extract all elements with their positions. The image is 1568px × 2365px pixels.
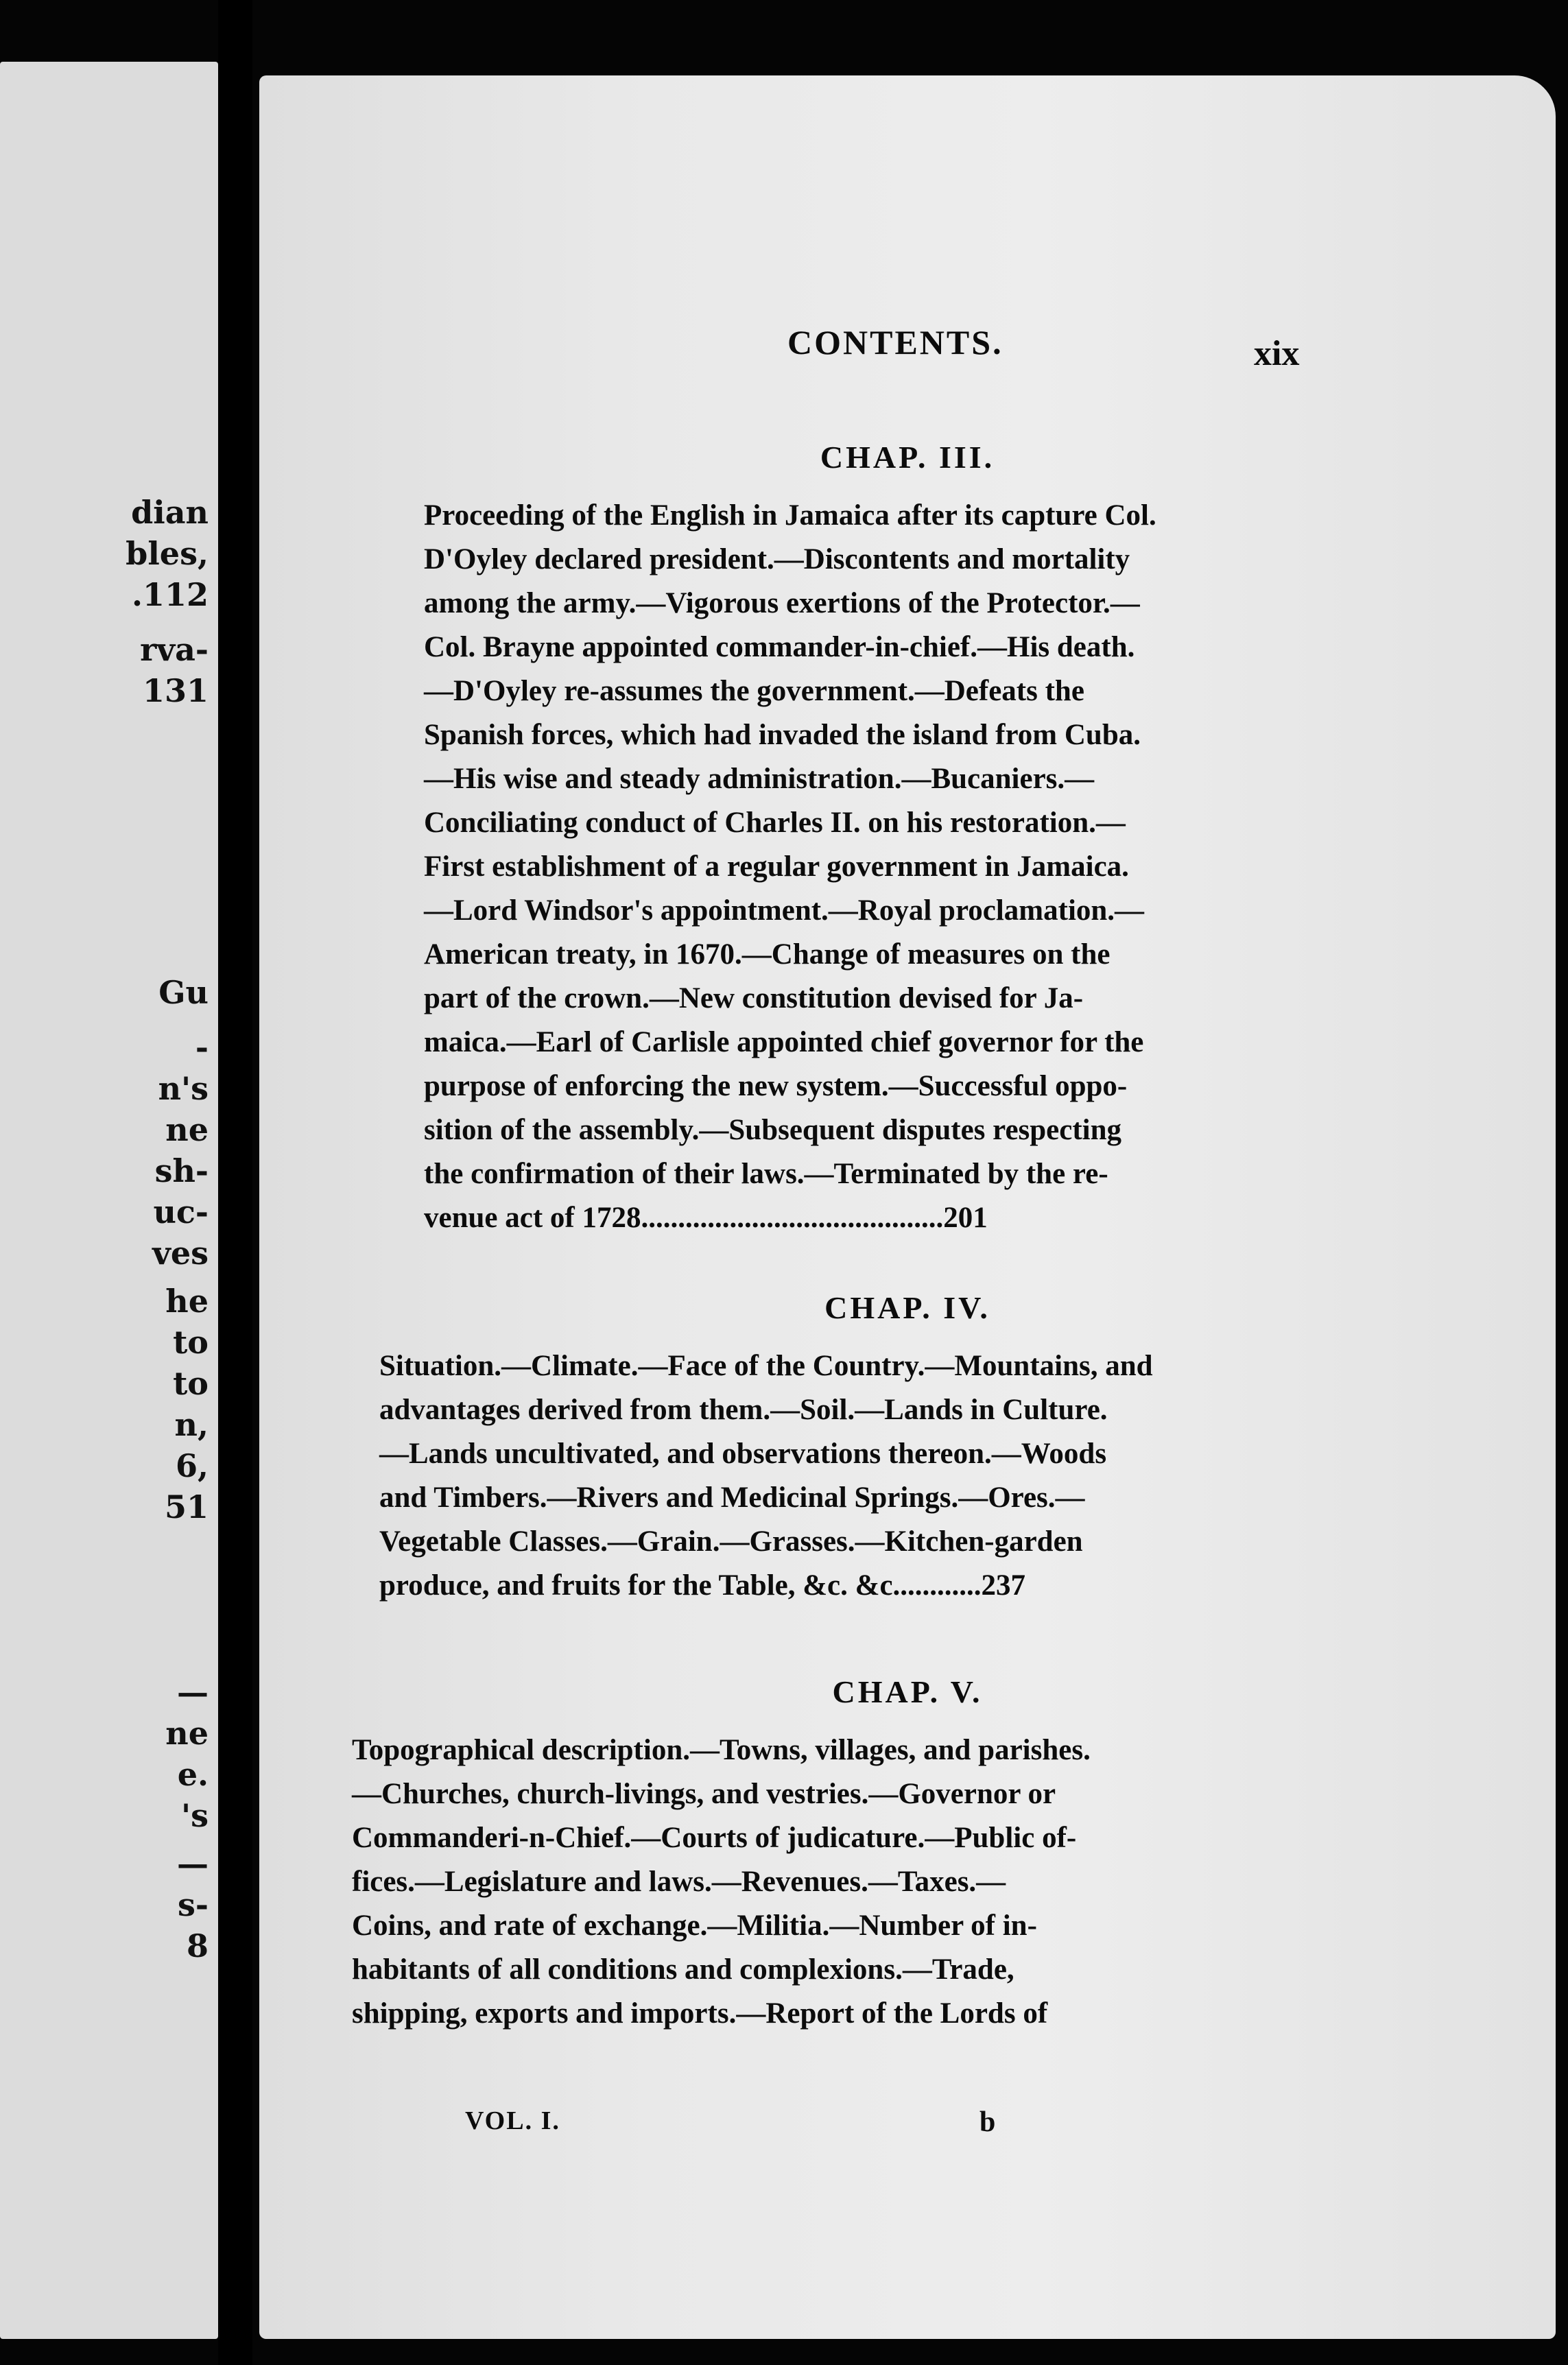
previous-page-fragment: 131: [142, 672, 209, 709]
summary-line: Vegetable Classes.—Grain.—Grasses.—Kitchen-garden: [379, 1525, 1083, 1558]
previous-page-fragment: n,: [174, 1406, 209, 1443]
running-header: [259, 322, 1556, 377]
summary-line: among the army.—Vigorous exertions of the Protector.—: [424, 587, 1140, 619]
summary-line: Topographical description.—Towns, villages, and parishes.: [352, 1734, 1091, 1766]
previous-page-fragment: 's: [181, 1797, 209, 1834]
summary-line: the confirmation of their laws.—Terminated by the re-: [424, 1158, 1108, 1190]
previous-page-fragment: 8: [186, 1927, 209, 1964]
summary-line: D'Oyley declared president.—Discontents and mortality: [424, 543, 1130, 575]
previous-page-fragment: ves: [152, 1235, 209, 1272]
summary-line: and Timbers.—Rivers and Medicinal Springs.—Ores.—: [379, 1482, 1085, 1514]
previous-page-fragment: -: [195, 1029, 209, 1066]
previous-page-fragment: sh-: [154, 1152, 209, 1189]
book-gutter: [218, 0, 252, 2365]
summary-line: venue act of 1728.........................................201: [424, 1202, 988, 1234]
summary-line: habitants of all conditions and complexions.—Trade,: [352, 1953, 1014, 1986]
summary-line: Situation.—Climate.—Face of the Country.—Mountains, and: [379, 1350, 1153, 1382]
summary-line: maica.—Earl of Carlisle appointed chief governor for the: [424, 1026, 1144, 1058]
previous-page-fragment: 6,: [175, 1447, 209, 1484]
previous-page-fragment: e.: [177, 1756, 209, 1793]
previous-page-fragment: rva-: [140, 631, 209, 668]
summary-line: part of the crown.—New constitution devised for Ja-: [424, 982, 1084, 1014]
previous-page-fragment: s-: [178, 1886, 209, 1923]
chapter-4-summary: [379, 1344, 1388, 1608]
summary-line: —D'Oyley re-assumes the government.—Defeats the: [424, 675, 1084, 707]
previous-page-fragment: ne: [165, 1715, 209, 1752]
previous-page-fragment: Gu: [158, 974, 209, 1011]
previous-page-fragment: 51: [164, 1488, 209, 1525]
summary-line: Spanish forces, which had invaded the island from Cuba.: [424, 719, 1141, 751]
chapter-5-heading: CHAP. V.: [832, 1674, 983, 1709]
signature-mark: b: [979, 2106, 996, 2138]
summary-line: —Lands uncultivated, and observations thereon.—Woods: [379, 1438, 1107, 1470]
summary-line: First establishment of a regular government in Jamaica.: [424, 851, 1129, 883]
running-title: CONTENTS.: [787, 323, 1003, 361]
summary-line: advantages derived from them.—Soil.—Lands in Culture.: [379, 1394, 1108, 1426]
previous-page-fragment: —: [177, 1674, 209, 1711]
summary-line: fices.—Legislature and laws.—Revenues.—Taxes.—: [352, 1866, 1006, 1898]
chapter-3-heading: CHAP. III.: [820, 440, 995, 475]
contents-page: [259, 75, 1556, 2339]
previous-page-fragment: to: [173, 1324, 209, 1361]
previous-page-strip: [0, 62, 218, 2339]
summary-line: Conciliating conduct of Charles II. on his restoration.—: [424, 807, 1126, 839]
previous-page-fragment: he: [165, 1283, 209, 1320]
summary-line: Proceeding of the English in Jamaica after its capture Col.: [424, 499, 1156, 532]
summary-line: —His wise and steady administration.—Bucaniers.—: [424, 763, 1095, 795]
previous-page-fragment: uc-: [153, 1193, 209, 1231]
chapter-4-heading: CHAP. IV.: [824, 1290, 990, 1325]
page-number: xix: [1254, 334, 1300, 373]
chapter-5-summary: [352, 1728, 1360, 2036]
previous-page-fragment: —: [177, 1845, 209, 1882]
page-footer: [259, 2106, 1556, 2147]
previous-page-fragment: n's: [158, 1070, 209, 1107]
summary-line: Col. Brayne appointed commander-in-chief.—His death.: [424, 631, 1135, 663]
summary-line: American treaty, in 1670.—Change of measures on the: [424, 938, 1110, 971]
previous-page-text-fragments: [0, 62, 218, 2339]
previous-page-fragment: bles,: [126, 535, 209, 572]
summary-line: —Lord Windsor's appointment.—Royal proclamation.—: [424, 894, 1145, 927]
chapter-3-summary: [424, 494, 1412, 1240]
summary-line: Coins, and rate of exchange.—Militia.—Number of in-: [352, 1910, 1037, 1942]
summary-line: —Churches, church-livings, and vestries.—Governor or: [352, 1778, 1056, 1810]
previous-page-fragment: to: [173, 1365, 209, 1402]
summary-line: purpose of enforcing the new system.—Successful oppo-: [424, 1070, 1128, 1102]
summary-line: sition of the assembly.—Subsequent disputes respecting: [424, 1114, 1122, 1146]
summary-line: Commanderi-n-Chief.—Courts of judicature.—Public of-: [352, 1822, 1077, 1854]
summary-line: shipping, exports and imports.—Report of the Lords of: [352, 1997, 1048, 2030]
previous-page-fragment: .112: [131, 576, 209, 613]
summary-line: produce, and fruits for the Table, &c. &c............237: [379, 1569, 1026, 1602]
previous-page-fragment: ne: [165, 1111, 209, 1148]
previous-page-fragment: dian: [131, 494, 209, 531]
volume-label: VOL. I.: [465, 2106, 560, 2135]
